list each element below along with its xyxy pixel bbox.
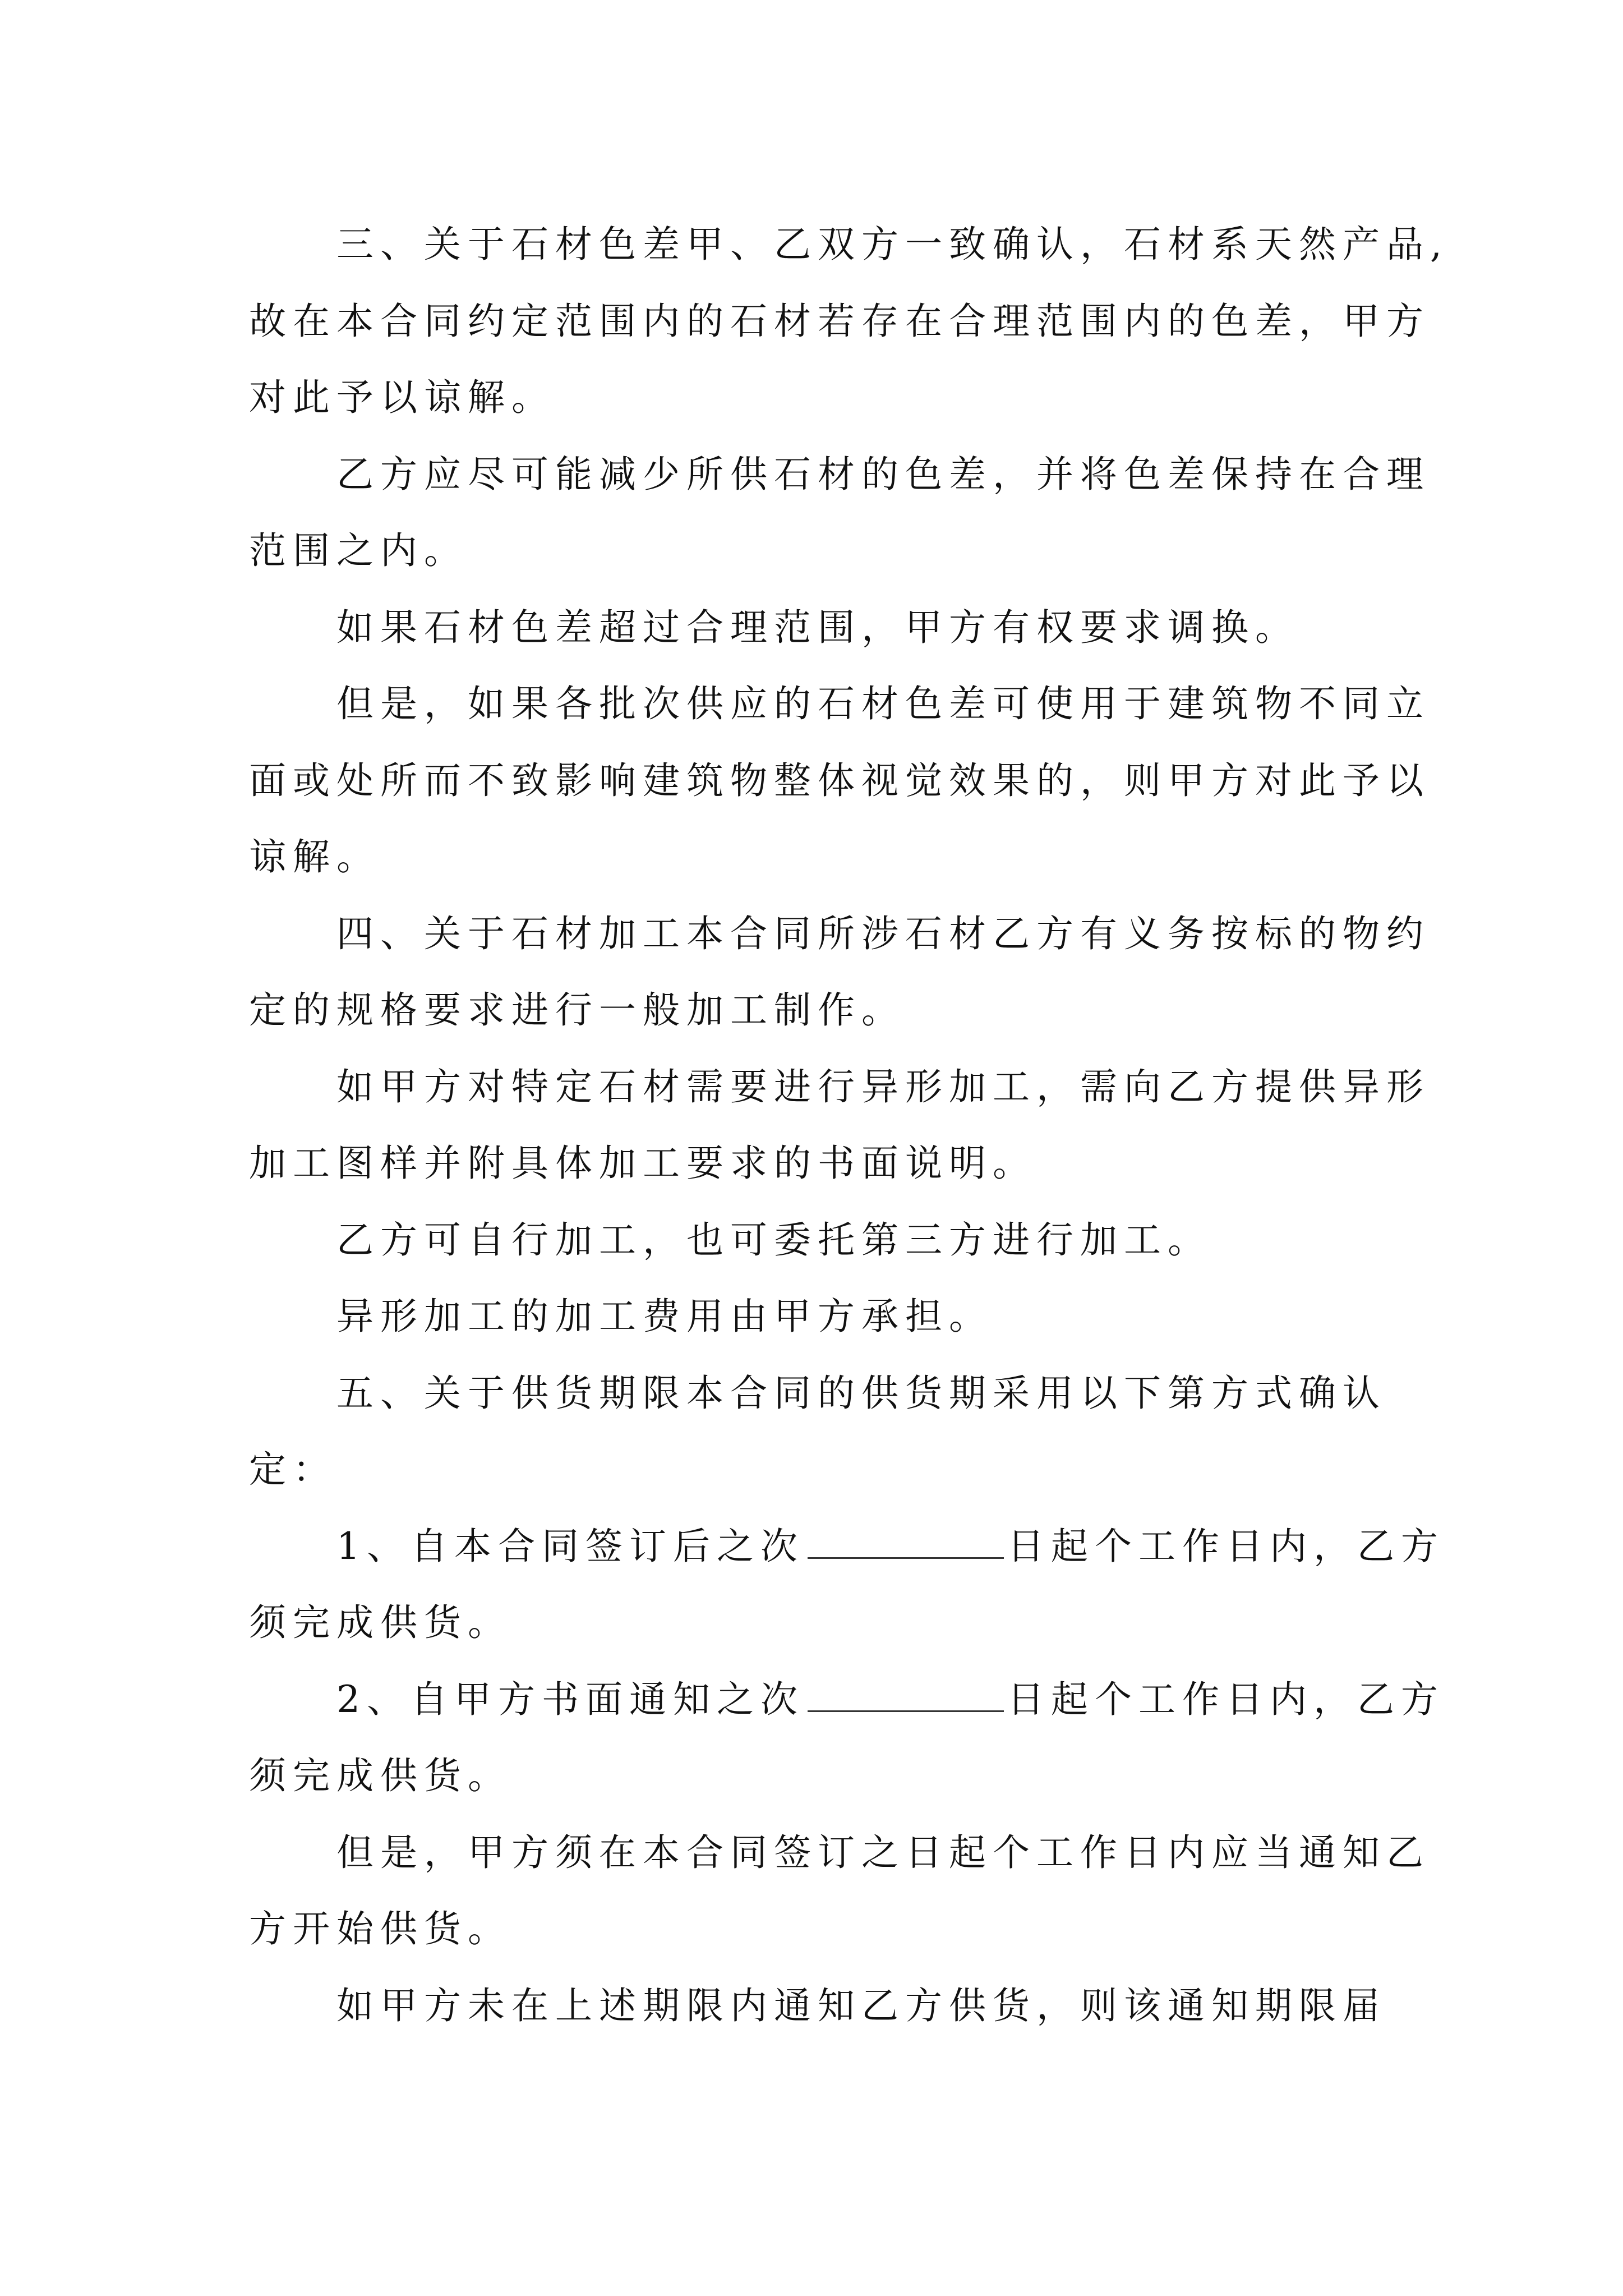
paragraph-reduce-difference: 乙方应尽可能减少所供石材的色差，并将色差保持在合理范围之内。 (249, 452, 1430, 572)
paragraph-option-1 (249, 1508, 1460, 1662)
paragraph-processing: 四、关于石材加工本合同所涉石材乙方有义务按标的物约定的规格要求进行一般加工制作。 (249, 912, 1430, 1032)
paragraph-usage-exception: 但是，如果各批次供应的石材色差可使用于建筑物不同立面或处所而不致影响建筑物整体视觉效果的，则甲方对此予以谅解。 (249, 682, 1430, 878)
option-1-text-after: 日起个工作日内，乙方须完成供货。 (249, 1524, 1445, 1644)
paragraph-processing-fee: 异形加工的加工费用由甲方承担。 (336, 1295, 993, 1338)
paragraph-supply-period: 五、关于供货期限本合同的供货期采用以下第方式确认定： (249, 1371, 1386, 1491)
option-1-blank-line (808, 1526, 1004, 1559)
paragraph-exchange-right: 如果石材色差超过合理范围，甲方有权要求调换。 (336, 605, 1299, 649)
paragraph-notice-expiry: 如甲方未在上述期限内通知乙方供货，则该通知期限届 (336, 1984, 1386, 2027)
paragraph-third-party: 乙方可自行加工，也可委托第三方进行加工。 (336, 1218, 1211, 1262)
option-2-text-after: 日起个工作日内，乙方须完成供货。 (249, 1677, 1445, 1797)
paragraph-option-2 (249, 1662, 1460, 1815)
option-1-text-before: 1、自本合同签订后之次 (336, 1524, 804, 1568)
option-2-text-before: 2、自甲方书面通知之次 (336, 1677, 804, 1721)
paragraph-special-processing: 如甲方对特定石材需要进行异形加工，需向乙方提供异形加工图样并附具体加工要求的书面说明。 (249, 1065, 1430, 1185)
option-2-blank-line (808, 1679, 1004, 1712)
paragraph-color-difference: 三、关于石材色差甲、乙双方一致确认，石材系天然产品,故在本合同约定范围内的石材若存在合理范围内的色差，甲方对此予以谅解。 (249, 223, 1449, 419)
paragraph-notice-obligation: 但是，甲方须在本合同签订之日起个工作日内应当通知乙方开始供货。 (249, 1830, 1430, 1950)
document-body (249, 206, 1460, 2044)
